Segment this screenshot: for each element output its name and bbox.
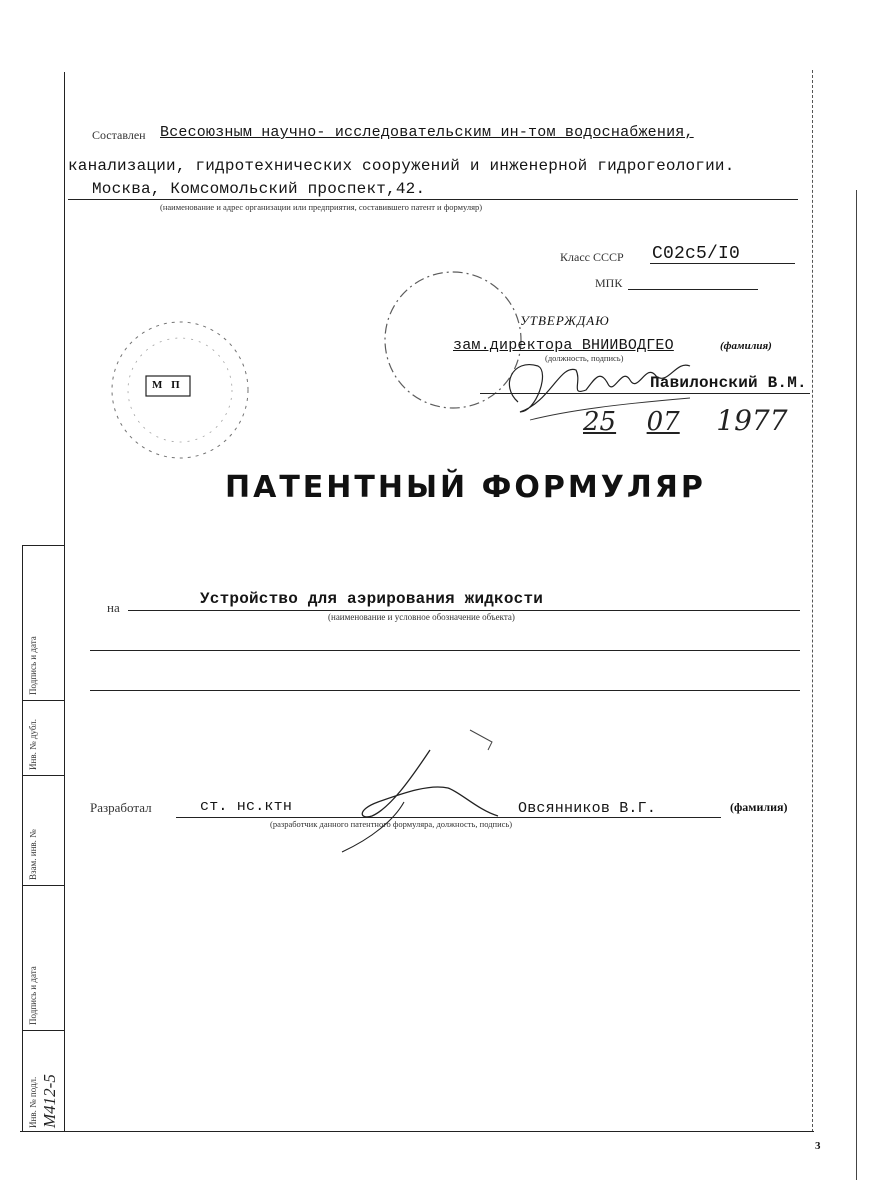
class-value: C02c5/I0 [652,244,741,264]
margin-cell-signature-date-2: Подпись и дата [28,966,38,1025]
margin-divider-5 [22,1030,64,1031]
compiler-line-2: канализации, гидротехнических сооружений и инженерной гидрогеологии. [68,157,735,175]
developer-signature [320,720,510,860]
developer-label: Разработал [90,800,152,815]
margin-divider-1 [22,545,64,546]
margin-divider-3 [22,775,64,776]
developer-surname-label: (фамилия) [730,800,788,814]
margin-cell-dup-inventory: Инв. № дубл. [28,719,38,770]
margin-divider-4 [22,885,64,886]
compiler-caption: (наименование и адрес организации или предприятия, составившего патент и формуляр) [160,202,483,212]
approval-surname-label: (фамилия) [720,340,772,352]
approval-position-caption: (должность, подпись) [545,353,624,363]
compiler-line-1: Всесоюзным научно- исследовательским ин-том водоснабжения, [160,124,694,141]
object-label: на [107,600,120,615]
developer-name: Овсянников В.Г. [518,800,657,817]
seal-stamp [100,310,270,480]
margin-column-line [22,545,23,1132]
bottom-border-line [20,1131,814,1132]
approval-date-year: 1977 [716,404,788,437]
compiler-label: Составлен [92,128,146,142]
object-value: Устройство для аэрирования жидкости [200,590,544,608]
class-underline [650,263,795,264]
margin-divider-2 [22,700,64,701]
compiler-line-3: Москва, Комсомольский проспект,42. [92,180,426,198]
page-mark: 3 [815,1140,821,1152]
approval-position: зам.директора ВНИИВОДГЕО [453,337,674,354]
approval-date-day: 25 [583,407,617,437]
object-caption: (наименование и условное обозначение объекта) [328,612,515,622]
approval-date-month: 07 [646,407,680,437]
margin-handwritten-number: М412-5 [40,1074,59,1128]
mpk-label: МПК [595,276,623,290]
left-border-line [64,72,65,1132]
approval-date [583,404,788,437]
mpk-underline [628,289,758,290]
document-title: ПАТЕНТНЫЙ ФОРМУЛЯР [225,470,706,505]
approval-heading: УТВЕРЖДАЮ [520,313,610,328]
approval-name: Павилонский В.М. [650,374,807,392]
developer-caption: (разработчик данного патентного формуляра, должность, подпись) [270,819,513,829]
developer-position: ст. нс.ктн [200,798,293,815]
right-border-line [812,70,813,1132]
seal-center-text: М П [152,379,183,391]
compiler-underline [68,199,798,200]
margin-cell-original-inventory: Инв. № подл. [28,1076,38,1128]
margin-cell-replace-inventory: Взам. инв. № [28,829,38,880]
object-extra-line-2 [90,690,800,691]
far-right-edge-line [856,190,857,1180]
object-underline [128,610,800,611]
object-extra-line-1 [90,650,800,651]
class-label: Класс СССР [560,250,624,264]
margin-cell-signature-date-1: Подпись и дата [28,636,38,695]
